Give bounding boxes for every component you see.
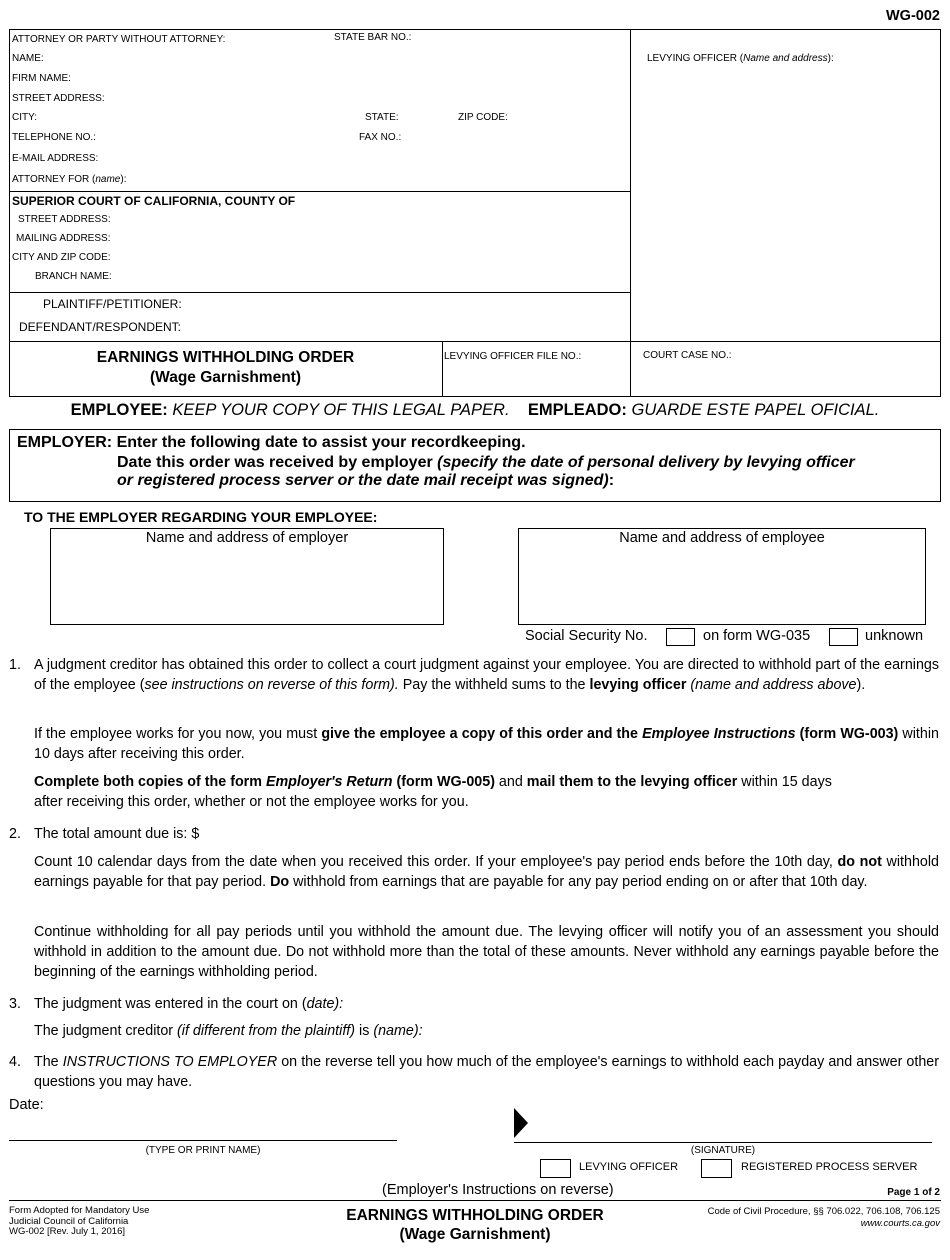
signature-arrow-icon bbox=[513, 1107, 529, 1139]
levying-officer-label: LEVYING OFFICER (Name and address): bbox=[647, 53, 834, 64]
form-number: WG-002 bbox=[886, 8, 940, 24]
fax-label: FAX NO.: bbox=[359, 132, 402, 143]
attorney-for-label: ATTORNEY FOR (name): bbox=[12, 174, 127, 185]
item-3-number: 3. bbox=[9, 996, 21, 1012]
item-3-judgment-creditor: The judgment creditor (if different from the plaintiff) is (name): bbox=[34, 1023, 423, 1039]
caption-divider-court bbox=[9, 191, 630, 192]
court-city-zip-label: CITY AND ZIP CODE: bbox=[12, 252, 111, 263]
zip-code-label: ZIP CODE: bbox=[458, 112, 508, 123]
telephone-label: TELEPHONE NO.: bbox=[12, 132, 96, 143]
employee-notice: EMPLOYEE: KEEP YOUR COPY OF THIS LEGAL PAPER. EMPLEADO: GUARDE ESTE PAPEL OFICIAL. bbox=[70, 401, 880, 419]
document-title: EARNINGS WITHHOLDING ORDER (Wage Garnishment) bbox=[96, 349, 355, 386]
process-server-checkbox[interactable] bbox=[701, 1159, 732, 1178]
city-label: CITY: bbox=[12, 112, 38, 123]
item-1-paragraph-b: If the employee works for you now, you must give the employee a copy of this order and the Employee Instructions (form WG-003) within 10 days after receiving this order. bbox=[34, 726, 939, 762]
defendant-label: DEFENDANT/RESPONDENT: bbox=[19, 320, 182, 334]
caption-top-border bbox=[9, 29, 941, 30]
item-4-number: 4. bbox=[9, 1054, 21, 1070]
street-address-label: STREET ADDRESS: bbox=[12, 93, 105, 104]
reverse-instructions-note: (Employer's Instructions on reverse) bbox=[382, 1182, 614, 1198]
date-label: Date: bbox=[9, 1097, 44, 1113]
item-2-amount-due: The total amount due is: $ bbox=[34, 826, 200, 842]
email-label: E-MAIL ADDRESS: bbox=[12, 153, 99, 164]
employer-instruction-line2: Date this order was received by employer (specify the date of personal delivery by levying officer bbox=[117, 454, 855, 471]
page-number: Page 1 of 2 bbox=[887, 1187, 940, 1198]
caption-title-divider bbox=[442, 341, 443, 396]
item-1-number: 1. bbox=[9, 657, 21, 673]
court-case-no-label: COURT CASE NO.: bbox=[643, 350, 732, 361]
item-4-paragraph: The INSTRUCTIONS TO EMPLOYER on the reverse tell you how much of the employee's earnings to withhold each payday and answer other questions you may have. bbox=[34, 1054, 940, 1090]
levying-officer-file-no-label: LEVYING OFFICER FILE NO.: bbox=[444, 351, 582, 362]
state-label: STATE: bbox=[365, 112, 399, 123]
court-branch-label: BRANCH NAME: bbox=[35, 271, 112, 282]
footer-divider bbox=[9, 1200, 941, 1201]
to-employer-heading: TO THE EMPLOYER REGARDING YOUR EMPLOYEE: bbox=[24, 509, 378, 525]
firm-name-label: FIRM NAME: bbox=[12, 73, 71, 84]
item-2-number: 2. bbox=[9, 826, 21, 842]
court-street-label: STREET ADDRESS: bbox=[18, 214, 111, 225]
attorney-label: ATTORNEY OR PARTY WITHOUT ATTORNEY: bbox=[12, 34, 226, 45]
item-2-paragraph-c: Continue withholding for all pay periods until you withhold the amount due. The levying officer will notify you of an assessment you should withhold in addition to the amount due. Do not withhold more than the total of these amounts. Never withhold any earnings payable before the beginning of the earnings withholding period. bbox=[34, 924, 939, 980]
plaintiff-label: PLAINTIFF/PETITIONER: bbox=[43, 297, 182, 311]
levying-officer-option-label: LEVYING OFFICER bbox=[579, 1161, 679, 1173]
caption-bottom-border bbox=[9, 396, 941, 397]
courts-website-link[interactable]: www.courts.ca.gov bbox=[860, 1218, 940, 1229]
employee-address-label: Name and address of employee bbox=[619, 530, 825, 546]
ssn-unknown-checkbox[interactable] bbox=[829, 628, 858, 646]
court-mailing-label: MAILING ADDRESS: bbox=[16, 233, 111, 244]
state-bar-label: STATE BAR NO.: bbox=[334, 32, 412, 43]
item-3-judgment-date: The judgment was entered in the court on (date): bbox=[34, 996, 344, 1012]
ssn-on-form-label: on form WG-035 bbox=[703, 628, 811, 644]
item-1-paragraph-a: A judgment creditor has obtained this order to collect a court judgment against your employee. You are directed to withhold part of the earnings of the employee (see instructions on reverse of this form). Pay the withheld sums to the levying officer (name and address above). bbox=[34, 657, 939, 693]
caption-divider-title bbox=[9, 341, 941, 342]
ssn-on-form-checkbox[interactable] bbox=[666, 628, 695, 646]
footer-title: EARNINGS WITHHOLDING ORDER (Wage Garnishment) bbox=[346, 1207, 604, 1243]
levying-officer-checkbox[interactable] bbox=[540, 1159, 571, 1178]
signature-caption: (SIGNATURE) bbox=[690, 1145, 756, 1156]
ssn-unknown-label: unknown bbox=[865, 628, 924, 644]
employer-instruction-line1: EMPLOYER: Enter the following date to assist your recordkeeping. bbox=[17, 434, 526, 451]
type-name-caption: (TYPE OR PRINT NAME) bbox=[145, 1145, 261, 1156]
signature-line[interactable] bbox=[514, 1142, 932, 1143]
ssn-label: Social Security No. bbox=[525, 628, 648, 644]
item-1-paragraph-c: Complete both copies of the form Employer's Return (form WG-005) and mail them to the levying officer within 15 days after receiving this order, whether or not the employee works for you. bbox=[34, 774, 832, 810]
court-title: SUPERIOR COURT OF CALIFORNIA, COUNTY OF bbox=[12, 194, 296, 208]
employer-instruction-line3: or registered process server or the date mail receipt was signed): bbox=[117, 472, 615, 489]
caption-divider-parties bbox=[9, 292, 630, 293]
employer-address-label: Name and address of employer bbox=[145, 530, 349, 546]
item-2-paragraph-b: Count 10 calendar days from the date when you received this order. If your employee's pay period ends before the 10th day, do not withhold earnings payable for that pay period. Do withhold from earnings that are payable for any pay period ending on or after that 10th day. bbox=[34, 854, 939, 890]
footer-code-info: Code of Civil Procedure, §§ 706.022, 706.108, 706.125 www.courts.ca.gov bbox=[707, 1206, 940, 1229]
process-server-option-label: REGISTERED PROCESS SERVER bbox=[741, 1161, 918, 1173]
name-label: NAME: bbox=[12, 53, 44, 64]
type-name-line[interactable] bbox=[9, 1140, 397, 1141]
form-adopted-info: Form Adopted for Mandatory Use Judicial Council of California WG-002 [Rev. July 1, 2016] bbox=[9, 1205, 150, 1237]
